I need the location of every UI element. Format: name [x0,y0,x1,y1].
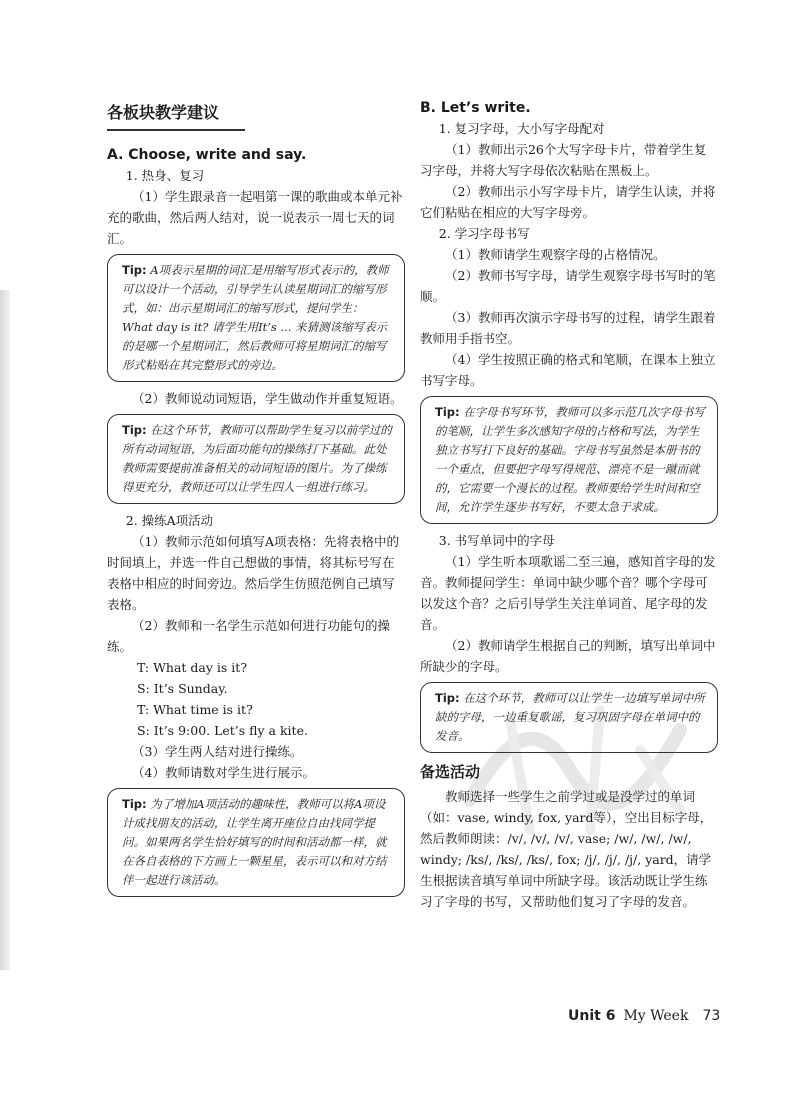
dialog-line: S: It’s 9:00. Let’s fly a kite. [137,723,308,738]
a-paragraph-4: （2）教师和一名学生示范如何进行功能句的操练。 [107,618,390,654]
a-paragraph-6: （4）教师请数对学生进行展示。 [132,765,315,780]
tip-3-text [122,795,394,890]
tip-box-5 [420,682,718,753]
a-paragraph-3: （1）教师示范如何填写A项表格：先将表格中的时间填上，并选一件自己想做的事情，将其标号写在表格中相应的时间旁边。然后学生仿照范例自己填写表格。 [107,534,399,612]
b-paragraph-8: （2）教师请学生根据自己的判断，填写出单词中所缺少的字母。 [420,638,716,674]
section-a-title: A. Choose, write and say. [107,147,307,163]
tip-3-body: 为了增加A项活动的趣味性，教师可以将A项设计成找朋友的活动，让学生离开座位自由找同学提问。如果两名学生恰好填写的时间和活动都一样，就在各自表格的下方画上一颗星星，表示可以和对方结伴一起进行该活动。 [122,797,387,887]
a-paragraph-5: （3）学生两人结对进行操练。 [132,744,303,759]
section-title: 各板块教学建议 [107,100,245,131]
b-paragraph-5: （3）教师再次演示字母书写的过程，请学生跟着教师用手指书空。 [420,310,716,346]
b-paragraph-6: （4）学生按照正确的格式和笔顺，在课本上独立书写字母。 [420,352,716,388]
page-footer [568,1008,720,1024]
b-step-2-heading: 2. 学习字母书写 [438,226,530,241]
b-paragraph-2: （2）教师出示小写字母卡片，请学生认读，并将它们粘贴在相应的大写字母旁。 [420,184,716,220]
tip-box-4 [420,396,718,524]
book-spine-shadow [0,290,10,970]
dialog-line: T: What day is it? [137,660,248,675]
b-step-3-heading: 3. 书写单词中的字母 [438,533,555,548]
tip-5-text [435,689,707,746]
left-column [107,100,405,903]
b-paragraph-7: （1）学生听本项歌谣二至三遍，感知首字母的发音。教师提问学生：单词中缺少哪个音？哪个字母可以发这个音？之后引导学生关注单词首、尾字母的发音。 [420,554,716,632]
tip-box-2 [107,414,405,504]
alternative-activity-title: 备选活动 [420,763,481,781]
tip-5-body: 在这个环节，教师可以让学生一边填写单词中所缺的字母，一边重复歌谣，复习巩固字母在单词中的发音。 [435,691,705,743]
section-b-title: B. Let’s write. [420,100,531,116]
a-paragraph-2: （2）教师说动词短语，学生做动作并重复短语。 [132,391,403,406]
a-step-1-heading: 1. 热身、复习 [125,168,205,183]
tip-box-3 [107,788,405,897]
tip-1-body: A项表示星期的词汇是用缩写形式表示的，教师可以设计一个活动，引导学生认读星期词汇的缩写形式，如：出示星期词汇的缩写形式，提问学生：What day is it? 请学生用It’s ... 来猜测该缩写表示的是哪一个星期词汇，然后教师可将星期词汇的缩写形式粘贴在其完整形式的旁边。 [122,263,389,372]
tip-2-body: 在这个环节，教师可以帮助学生复习以前学过的所有动词短语，为后面功能句的操练打下基础。此处教师需要提前准备相关的动词短语的图片。为了操练得更充分，教师还可以让学生四人一组进行练习。 [122,423,392,494]
dialog-line: S: It’s Sunday. [137,681,228,696]
b-paragraph-3: （1）教师请学生观察字母的占格情况。 [445,247,666,262]
alternative-activity-paragraph: 教师选择一些学生之前学过或是没学过的单词（如：vase, windy, fox, yard等），空出目标字母，然后教师朗读：/v/, /v/, /v/, vase; /w/, /w/, /w/, windy; /ks/, /ks/, /ks/, fox; /j/, /j/, /j/, yard，请学生根据读音填写单词中所缺字母。该活动既让学生练习了字母的书写，又帮助他们复习了字母的发音。 [420,789,713,909]
tip-4-label: Tip: [435,405,460,419]
b-step-1-heading: 1. 复习字母，大小写字母配对 [438,121,605,136]
tip-1-label: Tip: [122,263,147,277]
a-step-2-heading: 2. 操练A项活动 [125,513,214,528]
right-column [420,100,718,912]
tip-1-text [122,261,394,375]
tip-2-text [122,421,394,497]
dialog-line: T: What time is it? [137,702,253,717]
b-paragraph-1: （1）教师出示26个大写字母卡片，带着学生复习字母，并将大写字母依次粘贴在黑板上。 [420,142,707,178]
page-number: 73 [702,1008,721,1024]
tip-2-label: Tip: [122,423,147,437]
tip-box-1 [107,254,405,382]
footer-unit: Unit 6 [568,1008,616,1024]
tip-4-body: 在字母书写环节，教师可以多示范几次字母书写的笔顺，让学生多次感知字母的占格和写法，为学生独立书写打下良好的基础。字母书写虽然是本册书的一个重点，但要把字母写得规范、漂亮不是一蹴而就的，它需要一个漫长的过程。教师要给学生时间和空间，允许学生逐步书写好，不要太急于求成。 [435,405,705,514]
b-paragraph-4: （2）教师书写字母，请学生观察字母书写时的笔顺。 [420,268,716,304]
footer-unit-title: My Week [623,1008,689,1024]
a-paragraph-1: （1）学生跟录音一起唱第一课的歌曲或本单元补充的歌曲，然后两人结对，说一说表示一周七天的词汇。 [107,189,403,246]
tip-3-label: Tip: [122,797,147,811]
tip-5-label: Tip: [435,691,460,705]
tip-4-text [435,403,707,517]
